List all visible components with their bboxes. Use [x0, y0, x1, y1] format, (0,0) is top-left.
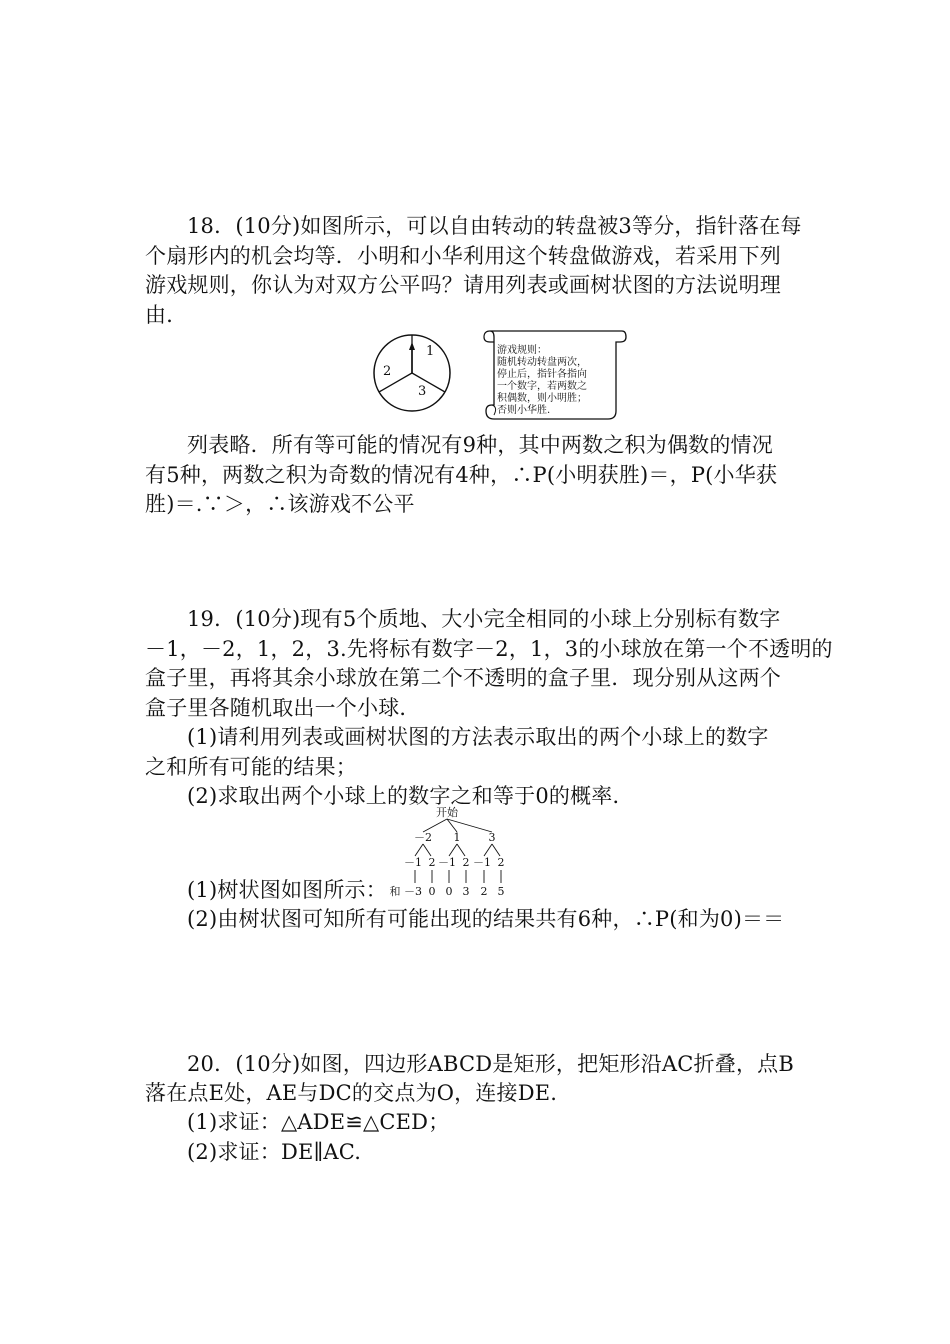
tree-sum-6: 5 [497, 885, 505, 898]
tree-sub-branch-3 [449, 844, 457, 856]
rules-line-2: 随机转动转盘两次， [497, 357, 587, 368]
q20-line-2: 落在点E处，AE与DC的交点为O，连接DE. [145, 1081, 558, 1105]
q19-part-2: (2)求取出两个小球上的数字之和等于0的概率． [187, 784, 634, 808]
tree-second-6: 2 [497, 856, 505, 869]
q19-answer-2: (2)由树状图可知所有可能出现的结果共有6种，∴P(和为0)＝＝ [187, 907, 785, 931]
spinner-divider-3 [412, 373, 445, 392]
q20-part-2: (2)求证：DE∥AC. [187, 1140, 362, 1164]
tree-sum-label: 和 [389, 885, 401, 898]
q18-answer-3: 胜)＝.∵＞，∴该游戏不公平 [145, 492, 415, 516]
tree-sub-branch-1 [415, 844, 423, 856]
tree-root: 开始 [436, 806, 458, 819]
tree-second-5: －1 [473, 856, 491, 869]
q20-part-1: (1)求证：△ADE≌△CED； [187, 1110, 450, 1134]
tree-sum-1: －3 [404, 885, 422, 898]
tree-sum-5: 2 [480, 885, 488, 898]
tree-first-1: －2 [414, 831, 432, 844]
tree-first-3: 3 [488, 831, 496, 844]
rules-line-1: 游戏规则： [497, 345, 547, 356]
q19-line-4: 盒子里各随机取出一个小球． [145, 696, 421, 720]
tree-sub-branch-6 [492, 844, 500, 856]
rules-line-3: 停止后，指针各指向 [497, 369, 587, 380]
q18-line-3: 游戏规则，你认为对双方公平吗？请用列表或画树状图的方法说明理 [145, 273, 781, 297]
tree-sum-2: 0 [428, 885, 436, 898]
q19-part-1-cont: 之和所有可能的结果； [145, 755, 357, 779]
q19-line-1: 19．(10分)现有5个质地、大小完全相同的小球上分别标有数字 [187, 607, 781, 631]
tree-second-1: －1 [404, 856, 422, 869]
q18-answer-2: 有5种，两数之积为奇数的情况有4种，∴P(小明获胜)＝，P(小华获 [145, 463, 778, 487]
tree-sub-branch-2 [423, 844, 431, 856]
q19-answer-1: (1)树状图如图所示： [187, 878, 387, 902]
spinner-figure [365, 330, 460, 420]
rules-line-6: 否则小华胜. [497, 405, 551, 416]
sector-label-3: 3 [418, 384, 427, 399]
q18-line-1: 18．(10分)如图所示，可以自由转动的转盘被3等分，指针落在每 [187, 214, 802, 238]
sector-label-2: 2 [383, 364, 392, 379]
tree-second-4: 2 [462, 856, 470, 869]
q18-line-2: 个扇形内的机会均等．小明和小华利用这个转盘做游戏，若采用下列 [145, 244, 781, 268]
q20-line-1: 20．(10分)如图，四边形ABCD是矩形，把矩形沿AC折叠，点B [187, 1052, 794, 1076]
tree-second-3: －1 [438, 856, 456, 869]
q19-part-1: (1)请利用列表或画树状图的方法表示取出的两个小球上的数字 [187, 725, 769, 749]
tree-diagram [385, 804, 515, 900]
rules-line-5: 积偶数，则小明胜； [497, 393, 587, 404]
tree-sum-4: 3 [462, 885, 470, 898]
q18-answer-1: 列表略．所有等可能的情况有9种，其中两数之积为偶数的情况 [187, 433, 773, 457]
tree-sum-3: 0 [445, 885, 453, 898]
rules-scroll [480, 325, 630, 425]
rules-line-4: 一个数字，若两数之 [497, 381, 587, 392]
q18-line-4: 由． [145, 303, 188, 327]
pointer-arrow-icon [409, 342, 415, 350]
tree-sub-branch-4 [457, 844, 465, 856]
q19-line-2: －1，－2，1，2，3.先将标有数字－2，1，3的小球放在第一个不透明的 [145, 637, 833, 661]
sector-label-1: 1 [426, 344, 435, 359]
tree-second-2: 2 [428, 856, 436, 869]
tree-sub-branch-5 [484, 844, 492, 856]
tree-first-2: 1 [453, 831, 461, 844]
q19-line-3: 盒子里，再将其余小球放在第二个不透明的盒子里．现分别从这两个 [145, 666, 781, 690]
